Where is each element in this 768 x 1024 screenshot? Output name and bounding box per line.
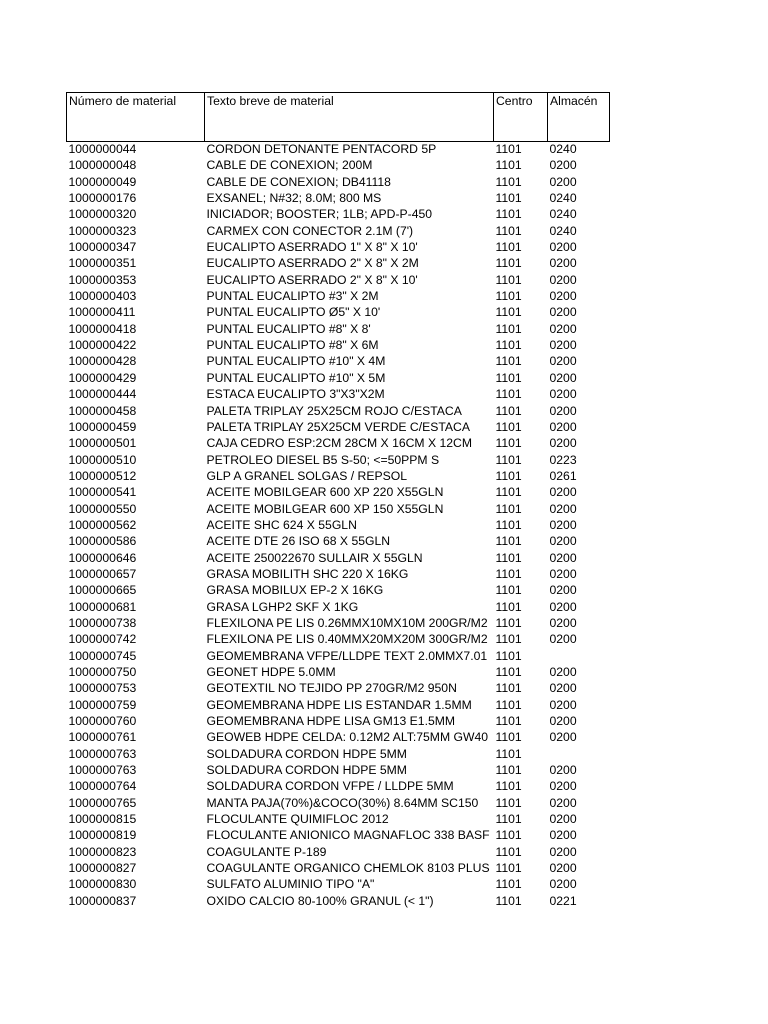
material-number-cell: 1000000403 (68, 289, 137, 304)
center-cell: 1101 (495, 828, 522, 843)
material-text-cell: GEOMEMBRANA VFPE/LLDPE TEXT 2.0MMX7.01 (206, 648, 488, 663)
table-row (67, 877, 610, 893)
table-row (67, 779, 610, 795)
material-text-cell: SOLDADURA CORDON VFPE / LLDPE 5MM (206, 779, 454, 794)
table-row (67, 616, 610, 632)
table-row (67, 730, 610, 746)
material-text-cell: PUNTAL EUCALIPTO #8" X 8' (206, 321, 371, 336)
material-number-cell: 1000000764 (68, 779, 137, 794)
warehouse-cell: 0200 (549, 289, 577, 304)
material-number-cell: 1000000428 (68, 354, 137, 369)
material-number-cell: 1000000320 (68, 207, 137, 222)
warehouse-cell: 0200 (549, 615, 577, 630)
center-cell: 1101 (495, 861, 522, 876)
material-number-cell: 1000000510 (68, 452, 137, 467)
material-number-cell: 1000000323 (68, 223, 137, 238)
material-number-cell: 1000000753 (68, 681, 137, 696)
material-number-cell: 1000000665 (68, 583, 137, 598)
material-text-cell: FLEXILONA PE LIS 0.26MMX10MX10M 200GR/M2 (206, 615, 488, 630)
center-cell: 1101 (495, 844, 522, 859)
warehouse-cell: 0200 (549, 632, 577, 647)
table-row (67, 812, 610, 828)
material-text-cell: ACEITE 250022670 SULLAIR X 55GLN (206, 550, 423, 565)
material-text-cell: ACEITE DTE 26 ISO 68 X 55GLN (206, 534, 391, 549)
warehouse-cell: 0200 (549, 174, 577, 189)
center-cell: 1101 (495, 142, 522, 156)
center-cell: 1101 (495, 812, 522, 827)
center-cell: 1101 (495, 697, 522, 712)
warehouse-cell: 0240 (549, 142, 577, 156)
material-number-cell: 1000000562 (68, 517, 137, 532)
warehouse-cell: 0200 (549, 550, 577, 565)
material-text-cell: CAJA CEDRO ESP:2CM 28CM X 16CM X 12CM (206, 436, 472, 451)
center-cell: 1101 (495, 501, 522, 516)
warehouse-cell: 0200 (549, 158, 577, 173)
center-cell: 1101 (495, 763, 522, 778)
center-cell: 1101 (495, 566, 522, 581)
material-text-cell: GEOWEB HDPE CELDA: 0.12M2 ALT:75MM GW40 (206, 730, 489, 745)
material-text-cell: ACEITE MOBILGEAR 600 XP 220 X55GLN (206, 485, 444, 500)
material-number-cell: 1000000763 (68, 746, 137, 761)
warehouse-cell: 0200 (549, 828, 577, 843)
material-text-cell: ESTACA EUCALIPTO 3"X3"X2M (206, 387, 385, 402)
table-row (67, 567, 610, 583)
center-cell: 1101 (495, 191, 522, 206)
warehouse-cell: 0240 (549, 191, 577, 206)
material-number-cell: 1000000745 (68, 648, 137, 663)
center-cell: 1101 (495, 158, 522, 173)
warehouse-cell: 0200 (549, 763, 577, 778)
center-cell: 1101 (495, 779, 522, 794)
center-cell: 1101 (495, 419, 522, 434)
table-row (67, 518, 610, 534)
material-text-cell: PALETA TRIPLAY 25X25CM VERDE C/ESTACA (206, 419, 470, 434)
center-cell: 1101 (495, 321, 522, 336)
center-cell: 1101 (495, 714, 522, 729)
table-row (67, 322, 610, 338)
warehouse-cell: 0221 (549, 893, 577, 908)
material-number-cell: 1000000646 (68, 550, 137, 565)
material-text-cell: SOLDADURA CORDON HDPE 5MM (206, 763, 407, 778)
center-cell: 1101 (495, 517, 522, 532)
center-cell: 1101 (495, 665, 522, 679)
center-cell: 1101 (495, 648, 522, 663)
center-cell: 1101 (495, 272, 522, 287)
center-cell: 1101 (495, 436, 522, 451)
material-number-cell: 1000000681 (68, 599, 137, 614)
table-row (67, 305, 610, 321)
material-text-cell: OXIDO CALCIO 80-100% GRANUL (< 1") (206, 893, 434, 908)
material-number-cell: 1000000422 (68, 338, 137, 353)
header-material-text: Texto breve de material (205, 93, 494, 142)
center-cell: 1101 (495, 354, 522, 369)
warehouse-cell: 0200 (549, 779, 577, 794)
table-row (67, 600, 610, 616)
warehouse-cell: 0200 (549, 844, 577, 859)
warehouse-cell: 0200 (549, 812, 577, 827)
material-text-cell: CORDON DETONANTE PENTACORD 5P (206, 142, 437, 156)
center-cell: 1101 (495, 174, 522, 189)
material-text-cell: GLP A GRANEL SOLGAS / REPSOL (206, 468, 408, 483)
center-cell: 1101 (495, 877, 522, 892)
warehouse-cell: 0200 (549, 338, 577, 353)
material-text-cell: EXSANEL; N#32; 8.0M; 800 MS (206, 191, 382, 206)
warehouse-cell: 0200 (549, 877, 577, 892)
center-cell: 1101 (495, 615, 522, 630)
center-cell: 1101 (495, 289, 522, 304)
warehouse-cell: 0200 (549, 534, 577, 549)
center-cell: 1101 (495, 240, 522, 255)
material-text-cell: PUNTAL EUCALIPTO #3" X 2M (206, 289, 379, 304)
material-text-cell: PUNTAL EUCALIPTO #10" X 5M (206, 370, 386, 385)
center-cell: 1101 (495, 795, 522, 810)
table-row (67, 256, 610, 272)
table-row (67, 763, 610, 779)
material-text-cell: GRASA MOBILITH SHC 220 X 16KG (206, 566, 409, 581)
table-row (67, 371, 610, 387)
table-row (67, 338, 610, 354)
material-number-cell: 1000000759 (68, 697, 137, 712)
material-text-cell: PUNTAL EUCALIPTO #8" X 6M (206, 338, 379, 353)
material-number-cell: 1000000459 (68, 419, 137, 434)
header-row (67, 93, 610, 142)
table-row (67, 796, 610, 812)
material-number-cell: 1000000657 (68, 566, 137, 581)
material-number-cell: 1000000761 (68, 730, 137, 745)
material-number-cell: 1000000512 (68, 468, 137, 483)
material-text-cell: SULFATO ALUMINIO TIPO "A" (206, 877, 375, 892)
material-number-cell: 1000000353 (68, 272, 137, 287)
center-cell: 1101 (495, 223, 522, 238)
warehouse-cell: 0200 (549, 256, 577, 271)
warehouse-cell: 0200 (549, 599, 577, 614)
material-number-cell: 1000000765 (68, 795, 137, 810)
table-row (67, 894, 610, 910)
center-cell: 1101 (495, 403, 522, 418)
table-row (67, 747, 610, 763)
table-row (67, 142, 610, 159)
warehouse-cell: 0200 (549, 272, 577, 287)
material-text-cell: ACEITE SHC 624 X 55GLN (206, 517, 357, 532)
material-text-cell: CABLE DE CONEXION; DB41118 (206, 174, 391, 189)
warehouse-cell: 0200 (549, 517, 577, 532)
material-text-cell: GRASA LGHP2 SKF X 1KG (206, 599, 359, 614)
material-number-cell: 1000000411 (68, 305, 136, 320)
table-row (67, 698, 610, 714)
center-cell: 1101 (495, 485, 522, 500)
warehouse-cell: 0200 (549, 501, 577, 516)
warehouse-cell: 0240 (549, 223, 577, 238)
center-cell: 1101 (495, 599, 522, 614)
warehouse-cell: 0200 (549, 485, 577, 500)
warehouse-cell: 0200 (549, 419, 577, 434)
warehouse-cell: 0200 (549, 387, 577, 402)
table-row (67, 681, 610, 697)
warehouse-cell: 0200 (549, 403, 577, 418)
table-row (67, 453, 610, 469)
table-row (67, 828, 610, 844)
center-cell: 1101 (495, 583, 522, 598)
table-row (67, 665, 610, 681)
table-row (67, 485, 610, 501)
center-cell: 1101 (495, 550, 522, 565)
material-number-cell: 1000000418 (68, 321, 137, 336)
material-number-cell: 1000000444 (68, 387, 137, 402)
material-text-cell: GEOMEMBRANA HDPE LISA GM13 E1.5MM (206, 714, 456, 729)
table-row (67, 845, 610, 861)
warehouse-cell: 0200 (549, 714, 577, 729)
material-number-cell: 1000000742 (68, 632, 137, 647)
center-cell: 1101 (495, 893, 522, 908)
center-cell: 1101 (495, 256, 522, 271)
material-text-cell: PUNTAL EUCALIPTO #10" X 4M (206, 354, 386, 369)
warehouse-cell: 0200 (549, 436, 577, 451)
material-text-cell: SOLDADURA CORDON HDPE 5MM (206, 746, 407, 761)
center-cell: 1101 (495, 387, 522, 402)
material-text-cell: GEOTEXTIL NO TEJIDO PP 270GR/M2 950N (206, 681, 457, 696)
table-row (67, 289, 610, 305)
material-text-cell: GEONET HDPE 5.0MM (206, 665, 336, 679)
warehouse-cell: 0200 (549, 566, 577, 581)
warehouse-cell: 0200 (549, 681, 577, 696)
material-number-cell: 1000000830 (68, 877, 137, 892)
material-text-cell: CARMEX CON CONECTOR 2.1M (7') (206, 223, 414, 238)
warehouse-cell: 0200 (549, 305, 577, 320)
material-number-cell: 1000000586 (68, 534, 137, 549)
table-body (67, 142, 610, 911)
center-cell: 1101 (495, 452, 522, 467)
material-text-cell: FLOCULANTE QUIMIFLOC 2012 (206, 812, 389, 827)
center-cell: 1101 (495, 338, 522, 353)
material-number-cell: 1000000351 (68, 256, 137, 271)
warehouse-cell: 0261 (549, 468, 577, 483)
material-text-cell: EUCALIPTO ASERRADO 1" X 8" X 10' (206, 240, 418, 255)
material-number-cell: 1000000815 (68, 812, 137, 827)
material-text-cell: EUCALIPTO ASERRADO 2" X 8" X 10' (206, 272, 418, 287)
material-number-cell: 1000000819 (68, 828, 137, 843)
material-number-cell: 1000000048 (68, 158, 137, 173)
material-number-cell: 1000000550 (68, 501, 137, 516)
material-text-cell: PUNTAL EUCALIPTO Ø5" X 10' (206, 305, 381, 320)
table-row (67, 420, 610, 436)
warehouse-cell: 0200 (549, 730, 577, 745)
table-row (67, 207, 610, 223)
material-number-cell: 1000000760 (68, 714, 137, 729)
warehouse-cell: 0200 (549, 354, 577, 369)
table-row (67, 583, 610, 599)
table-row (67, 191, 610, 207)
center-cell: 1101 (495, 305, 522, 320)
table-row (67, 404, 610, 420)
table-row (67, 649, 610, 665)
warehouse-cell: 0200 (549, 665, 577, 679)
header-center: Centro (494, 93, 548, 142)
warehouse-cell: 0200 (549, 861, 577, 876)
material-text-cell: PALETA TRIPLAY 25X25CM ROJO C/ESTACA (206, 403, 462, 418)
warehouse-cell (548, 649, 610, 665)
table-row (67, 469, 610, 485)
center-cell: 1101 (495, 534, 522, 549)
material-number-cell: 1000000823 (68, 844, 137, 859)
material-number-cell: 1000000429 (68, 370, 137, 385)
table-row (67, 502, 610, 518)
table-row (67, 632, 610, 648)
warehouse-cell (548, 747, 610, 763)
warehouse-cell: 0223 (549, 452, 577, 467)
center-cell: 1101 (495, 681, 522, 696)
material-text-cell: COAGULANTE P-189 (206, 844, 327, 859)
center-cell: 1101 (495, 632, 522, 647)
warehouse-cell: 0200 (549, 370, 577, 385)
material-number-cell: 1000000750 (68, 665, 137, 679)
material-text-cell: GEOMEMBRANA HDPE LIS ESTANDAR 1.5MM (206, 697, 472, 712)
table-row (67, 175, 610, 191)
center-cell: 1101 (495, 370, 522, 385)
warehouse-cell: 0200 (549, 583, 577, 598)
material-number-cell: 1000000763 (68, 763, 137, 778)
warehouse-cell: 0200 (549, 697, 577, 712)
material-text-cell: PETROLEO DIESEL B5 S-50; <=50PPM S (206, 452, 440, 467)
material-text-cell: CABLE DE CONEXION; 200M (206, 158, 373, 173)
table-row (67, 387, 610, 403)
material-text-cell: INICIADOR; BOOSTER; 1LB; APD-P-450 (206, 207, 433, 222)
table-row (67, 534, 610, 550)
table-header (67, 93, 610, 142)
material-text-cell: EUCALIPTO ASERRADO 2" X 8" X 2M (206, 256, 419, 271)
material-number-cell: 1000000541 (68, 485, 137, 500)
center-cell: 1101 (495, 730, 522, 745)
material-text-cell: GRASA MOBILUX EP-2 X 16KG (206, 583, 384, 598)
table-row (67, 273, 610, 289)
material-number-cell: 1000000501 (68, 436, 137, 451)
material-table (66, 92, 610, 910)
material-text-cell: FLOCULANTE ANIONICO MAGNAFLOC 338 BASF (206, 828, 490, 843)
table-row (67, 158, 610, 174)
table-row (67, 354, 610, 370)
warehouse-cell: 0200 (549, 321, 577, 336)
table-row (67, 861, 610, 877)
material-text-cell: ACEITE MOBILGEAR 600 XP 150 X55GLN (206, 501, 444, 516)
warehouse-cell: 0200 (549, 240, 577, 255)
material-text-cell: FLEXILONA PE LIS 0.40MMX20MX20M 300GR/M2 (206, 632, 488, 647)
material-number-cell: 1000000176 (68, 191, 137, 206)
center-cell: 1101 (495, 468, 522, 483)
material-number-cell: 1000000458 (68, 403, 137, 418)
center-cell: 1101 (495, 207, 522, 222)
header-warehouse: Almacén (548, 93, 610, 142)
warehouse-cell: 0200 (549, 795, 577, 810)
table-row (67, 436, 610, 452)
material-number-cell: 1000000347 (68, 240, 137, 255)
material-text-cell: MANTA PAJA(70%)&COCO(30%) 8.64MM SC150 (206, 795, 479, 810)
material-number-cell: 1000000827 (68, 861, 137, 876)
material-number-cell: 1000000049 (68, 174, 137, 189)
warehouse-cell: 0240 (549, 207, 577, 222)
material-number-cell: 1000000837 (68, 893, 137, 908)
material-text-cell: COAGULANTE ORGANICO CHEMLOK 8103 PLUS (206, 861, 490, 876)
material-number-cell: 1000000044 (68, 142, 137, 156)
table-row (67, 714, 610, 730)
table-row (67, 240, 610, 256)
center-cell: 1101 (495, 746, 522, 761)
table-row (67, 551, 610, 567)
material-number-cell: 1000000738 (68, 615, 137, 630)
table-row (67, 224, 610, 240)
header-material-number: Número de material (67, 93, 205, 142)
